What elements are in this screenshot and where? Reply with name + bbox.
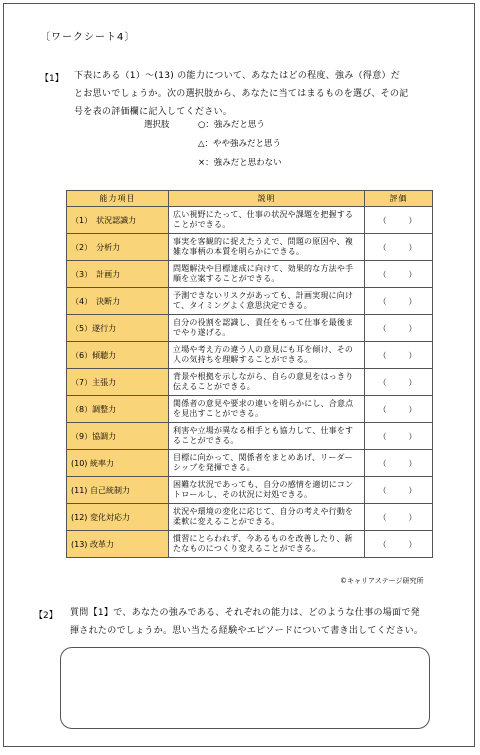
ability-description: 目標に向かって、関係者をまとめあげ、リーダーシップを発揮できる。 (169, 450, 365, 477)
ability-item: （4） 決断力 (67, 288, 169, 315)
table-row (67, 450, 433, 477)
header-description: 説明 (169, 191, 365, 207)
ability-description: 慣習にとらわれず、今あるものを改善したり、新たなものにつくり変えることができる。 (169, 531, 365, 558)
ability-item: (11) 自己統制力 (67, 477, 169, 504)
ability-item: （7）主張力 (67, 369, 169, 396)
header-evaluation: 評価 (365, 191, 433, 207)
table-row (67, 423, 433, 450)
table-row (67, 207, 433, 234)
header-ability-item: 能力項目 (67, 191, 169, 207)
ability-description: 背景や根拠を示しながら、自らの意見をはっきり伝えることができる。 (169, 369, 365, 396)
ability-description: 状況や環境の変化に応じて、自分の考えや行動を柔軟に変えることができる。 (169, 504, 365, 531)
worksheet-page (3, 3, 475, 747)
option-cross: ×：強みだと思わない (198, 158, 282, 168)
copyright-notice: ©キャリアステージ研究所 (340, 577, 424, 585)
evaluation-cell[interactable]: （ ） (365, 261, 433, 288)
evaluation-cell[interactable]: （ ） (365, 450, 433, 477)
evaluation-cell[interactable]: （ ） (365, 288, 433, 315)
ability-item: （6）傾聴力 (67, 342, 169, 369)
ability-description: 広い視野にたって、仕事の状況や課題を把握することができる。 (169, 207, 365, 234)
ability-description: 自分の役割を認識し、責任をもって仕事を最後までやり遂げる。 (169, 315, 365, 342)
ability-item: (12) 変化対応力 (67, 504, 169, 531)
table-row (67, 369, 433, 396)
table-row (67, 234, 433, 261)
ability-item: （1） 状況認識力 (67, 207, 169, 234)
ability-description: 困難な状況であっても、自分の感情を適切にコントロールし、その状況に対処できる。 (169, 477, 365, 504)
question-1-line: 号を表の評価欄に記入してください。 (74, 107, 233, 117)
question-1-text (74, 67, 408, 121)
option-circle: ○：強みだと思う (198, 120, 265, 130)
evaluation-cell[interactable]: （ ） (365, 369, 433, 396)
option-triangle: △：やや強みだと思う (198, 139, 282, 149)
question-1-line: 下表にある（1）～(13) の能力について、あなたはどの程度、強み（得意）だ (74, 71, 401, 81)
evaluation-cell[interactable]: （ ） (365, 504, 433, 531)
question-1-number: 【1】 (40, 74, 64, 84)
options-label: 選択肢 (144, 120, 170, 130)
sheet-title: 〔ワークシート4〕 (40, 32, 136, 43)
question-2-text (70, 604, 423, 640)
ability-item: （9）協調力 (67, 423, 169, 450)
table-row (67, 261, 433, 288)
evaluation-cell[interactable]: （ ） (365, 315, 433, 342)
table-row (67, 396, 433, 423)
ability-description: 問題解決や目標達成に向けて、効果的な方法や手順を立案することができる。 (169, 261, 365, 288)
ability-item: (10) 統率力 (67, 450, 169, 477)
table-row (67, 531, 433, 558)
table-row (67, 477, 433, 504)
evaluation-cell[interactable]: （ ） (365, 342, 433, 369)
evaluation-cell[interactable]: （ ） (365, 477, 433, 504)
ability-item: （3） 計画力 (67, 261, 169, 288)
evaluation-cell[interactable]: （ ） (365, 423, 433, 450)
question-2-line: 質問【1】で、あなたの強みである、それぞれの能力は、どのような仕事の場面で発 (70, 608, 420, 618)
ability-item: （2） 分析力 (67, 234, 169, 261)
answer-box[interactable] (60, 647, 430, 729)
question-1-line: とお思いでしょうか。次の選択肢から、あなたに当てはまるものを選び、その記 (74, 89, 409, 99)
evaluation-cell[interactable]: （ ） (365, 234, 433, 261)
ability-table (66, 190, 433, 558)
evaluation-cell[interactable]: （ ） (365, 207, 433, 234)
ability-description: 利害や立場が異なる相手とも協力して、仕事をすることができる。 (169, 423, 365, 450)
ability-item: （5）遂行力 (67, 315, 169, 342)
evaluation-cell[interactable]: （ ） (365, 531, 433, 558)
evaluation-cell[interactable]: （ ） (365, 396, 433, 423)
ability-description: 関係者の意見や要求の違いを明らかにし、合意点を見出すことができる。 (169, 396, 365, 423)
question-2-line: 揮されたのでしょうか。思い当たる経験やエピソードについて書き出してください。 (70, 626, 424, 636)
ability-description: 予測できないリスクがあっても、計画実現に向けて、タイミングよく意思決定できる。 (169, 288, 365, 315)
table-row (67, 288, 433, 315)
ability-item: （8）調整力 (67, 396, 169, 423)
table-row (67, 315, 433, 342)
question-2-number: 【2】 (34, 611, 58, 621)
ability-description: 立場や考え方の違う人の意見にも耳を傾け、その人の気持ちを理解することができる。 (169, 342, 365, 369)
table-row (67, 342, 433, 369)
ability-description: 事実を客観的に捉えたうえで、問題の原因や、複雑な事柄の本質を明らかにできる。 (169, 234, 365, 261)
table-row (67, 504, 433, 531)
ability-item: (13) 改革力 (67, 531, 169, 558)
